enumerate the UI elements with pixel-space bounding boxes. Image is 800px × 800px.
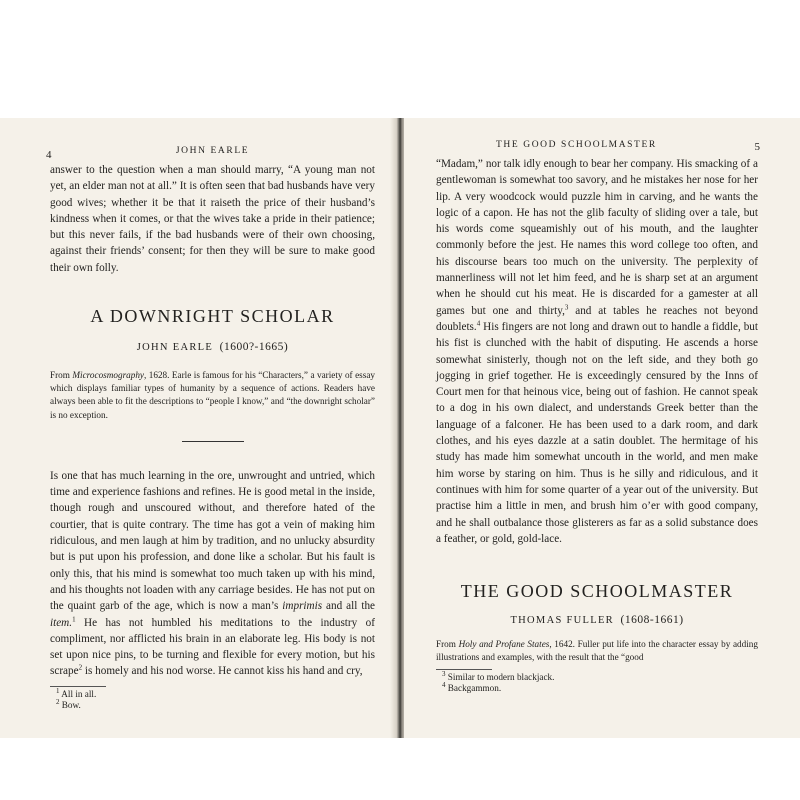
essay-text-2: and all the xyxy=(322,600,375,613)
essay-text-3: He has not humbled his meditations to the industry of compliment, nor afflicted his brain in an elaborate leg. His body is not set upon nice pins, to be turning and flexible for every motion, but his scrape xyxy=(50,616,375,678)
running-head-title: JOHN EARLE xyxy=(175,146,250,156)
footnote-mark: 1 xyxy=(56,686,60,695)
section-title: THE GOOD SCHOOLMASTER xyxy=(460,581,734,602)
intro-text: , 1642. Fuller put life into the character essay by adding illustrations and examples, with the result that the “good xyxy=(436,639,758,663)
footnotes xyxy=(436,669,758,695)
page-number: 4 xyxy=(46,149,52,161)
essay-paragraph xyxy=(436,156,758,547)
left-page-content xyxy=(46,146,375,712)
essay-italic-imprimis: imprimis xyxy=(282,600,323,613)
author-name: THOMAS FULLER xyxy=(510,615,614,627)
author-years: (1600?-1665) xyxy=(219,341,289,354)
intro-from: From xyxy=(50,370,73,381)
footnote-text: Similar to modern blackjack. xyxy=(447,671,555,682)
intro-from: From xyxy=(436,639,459,650)
intro-work-title: Holy and Profane States xyxy=(458,639,550,650)
intro-work-title: Microcosmography xyxy=(72,370,145,381)
footnotes xyxy=(50,686,375,712)
running-head-title: THE GOOD SCHOOLMASTER xyxy=(496,140,657,150)
essay-text-3: His fingers are not long and drawn out to handle a fiddle, but his fist is clunched with the habit of disputing. He ascends a horse somewhat sinisterly, though not on the left side, and they both go jogging in grief together. He is exceedingly censured by the Inns of Court men for that heinous vice, being out of fashion. He cannot speak to a dog in his own dialect, and understands Greek better than the language of a falconer. He has been used to a dark room, and dark clothes, and his eyes dazzle at a satin doublet. The hermitage of his study has made him somewhat uncouth in the world, and men make him worse by staring on him. Thus is he silly and ridiculous, and it continues with him for some quarter of a year out of the university. But practise him a little in men, and brush him o’er with good company, and he shall outbalance those glisterers as far as a solid substance does a feather, or gold, gold-lace. xyxy=(436,320,758,545)
continuation-paragraph: answer to the question when a man should marry, “A young man not yet, an elder man not at all.” It is often seen that bad husbands have very good wives; whether it be that it raiseth the price of their husband’s kindness when it comes, or that the wives take a pride in their patience; but this never fails, if the bad husbands were of their own choosing, against their friends’ consent; for then they will be sure to make good their own folly. xyxy=(50,164,375,274)
footnote xyxy=(50,686,375,701)
section-title: A DOWNRIGHT SCHOLAR xyxy=(90,306,335,327)
intro-note xyxy=(50,369,375,422)
author-name: JOHN EARLE xyxy=(136,342,214,354)
footnote xyxy=(436,683,758,695)
footnote-mark: 2 xyxy=(56,698,60,707)
essay-text-2: and at tables he reaches not beyond doublets. xyxy=(436,304,758,333)
essay-text-1: “Madam,” nor talk idly enough to bear her company. His smacking of a gentlewoman is somewhat too savory, and he mistakes her nose for her lip. A very woodcock would puzzle him in carving, and he wants the logic of a capon. He has not the glib faculty of sliding over a tale, but his words come squeamishly out of his mouth, and the laughter commonly before the jest. He names this word college too often, and his discourse bears too much on the university. The perplexity of mannerliness will not let him feed, and he is sharp set at an argument when he should cut his meat. He is discarded for a gamester at all games but one and thirty, xyxy=(436,158,758,317)
essay-italic-item: item. xyxy=(50,616,73,629)
footnote-marker-3: 3 xyxy=(564,302,569,311)
left-page xyxy=(0,118,398,738)
byline xyxy=(436,614,758,626)
essay-text-4: is homely and his nod worse. He cannot kiss his hand and cry, xyxy=(82,665,363,678)
essay-paragraph xyxy=(50,468,375,680)
right-page-content xyxy=(436,140,758,695)
footnote xyxy=(50,700,375,712)
running-head xyxy=(46,146,375,162)
byline xyxy=(50,341,375,353)
right-page xyxy=(404,118,800,738)
footnote-marker-2: 2 xyxy=(78,663,83,672)
footnote-text: Bow. xyxy=(61,700,81,711)
essay-text-1: Is one that has much learning in the ore, unwrought and untried, which time and experience fashions and refines. He is good metal in the inside, though rough and unscoured without, and therefore hated of the courtier, that is quite contrary. The time has got a vein of making him ridiculous, and men laugh at him by tradition, and no unlucky absurdity but is put upon his profession, and done like a scholar. But his fault is only this, that his mind is somewhat too much taken up with his mind, and his thoughts not loaden with any carriage besides. He has not put on the quaint garb of the age, which is now a man’s xyxy=(50,469,375,613)
footnote-mark: 4 xyxy=(442,681,446,690)
footnote-text: Backgammon. xyxy=(447,683,502,694)
intro-note xyxy=(436,638,758,664)
intro-text: , 1628. Earle is famous for his “Characters,” a variety of essay which displays familiar types of humanity by a sequence of actions. Readers have always been able to fit the descriptions to “people I know,” and “the downright scholar” is no exception. xyxy=(50,370,375,420)
footnote-mark: 3 xyxy=(442,669,446,678)
author-years: (1608-1661) xyxy=(620,614,684,627)
page-number: 5 xyxy=(754,141,760,153)
footnote-marker-4: 4 xyxy=(476,319,481,328)
footnote-marker-1: 1 xyxy=(72,614,76,623)
running-head xyxy=(436,140,758,156)
footnote-text: All in all. xyxy=(61,688,97,699)
footnote xyxy=(436,669,758,684)
